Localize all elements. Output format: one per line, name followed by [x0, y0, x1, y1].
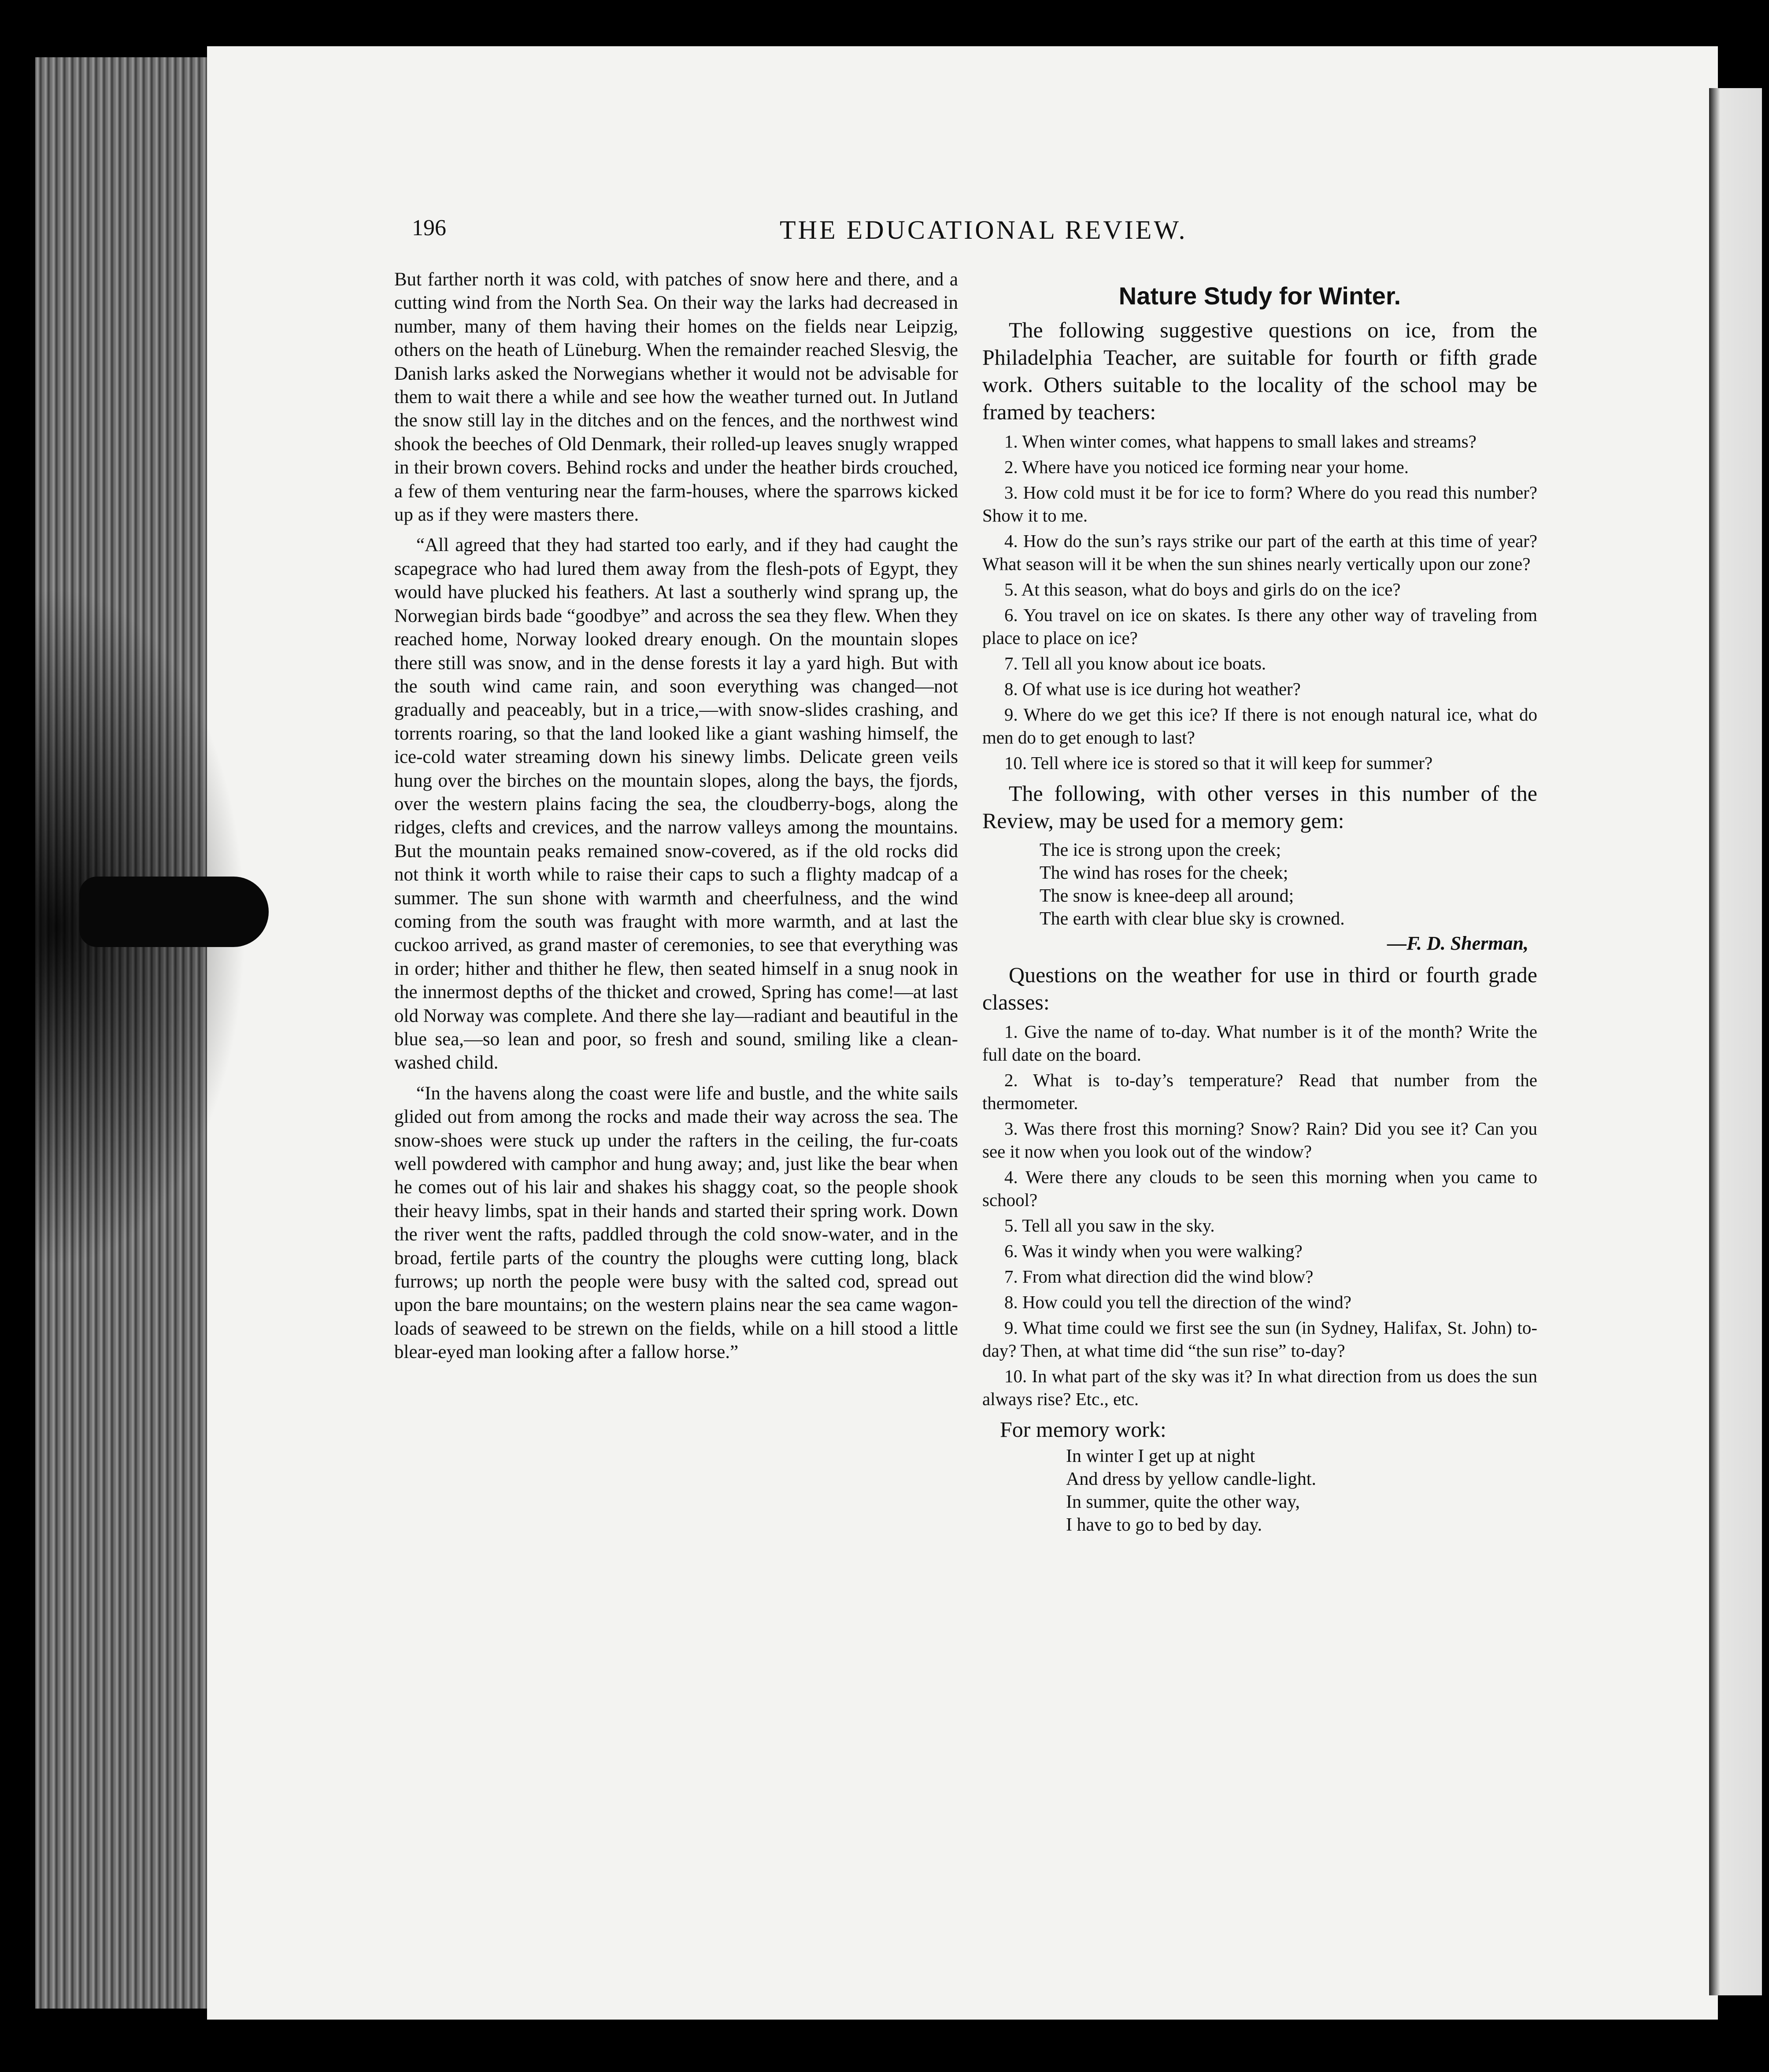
list-item: 3. Was there frost this morning? Snow? Rain? Did you see it? Can you see it now when you look out of the window? [982, 1118, 1537, 1162]
list-item: 10. In what part of the sky was it? In what direction from us does the sun always rise? Etc., etc. [982, 1366, 1537, 1409]
verse-attribution: —F. D. Sherman, [1387, 932, 1528, 954]
verse-line: I have to go to bed by day. [1066, 1515, 1262, 1535]
list-item: 2. Where have you noticed ice forming near your home. [1004, 457, 1409, 477]
list-item: 9. What time could we first see the sun (in Sydney, Halifax, St. John) to-day? Then, at what time did “the sun rise” to-day? [982, 1317, 1537, 1361]
running-head: THE EDUCATIONAL REVIEW. [780, 215, 1188, 244]
list-item: 1. When winter comes, what happens to small lakes and streams? [1004, 431, 1477, 451]
list-item: 10. Tell where ice is stored so that it will keep for summer? [1004, 753, 1433, 773]
verse-line: And dress by yellow candle-light. [1066, 1469, 1317, 1489]
verse-line: In summer, quite the other way, [1066, 1492, 1300, 1512]
facing-page-edge [1709, 88, 1762, 1995]
paragraph: But farther north it was cold, with patches of snow here and there, and a cutting wind from the North Sea. On their way the larks had decreased in number, many of them having their homes on the fields near Leipzig, others on the heath of Lüneburg. When the remainder reached Slesvig, the Danish larks asked the Norwegians whether it would not be advisable for them to wait there a while and see how the weather turned out. In Jutland the snow still lay in the ditches and on the fences, and the northwest wind shook the beeches of Old Denmark, their rolled-up leaves snugly wrapped in their brown covers. Behind rocks and under the heather birds crouched, a few of them venturing near the farm-houses, where the sparrows kicked up as if they were masters there. [394, 269, 958, 525]
list-item: 5. Tell all you saw in the sky. [1004, 1215, 1215, 1236]
list-item: 6. Was it windy when you were walking? [1004, 1241, 1303, 1261]
list-item: 5. At this season, what do boys and girls do on the ice? [1004, 579, 1401, 599]
memory-gem-verse [1040, 839, 1537, 930]
paragraph: “All agreed that they had started too early, and if they had caught the scapegrace who had lured them away from the flesh-pots of Egypt, they would have plucked his feathers. At last a southerly wind sprang up, the Norwegian birds bade “goodbye” and across the sea they flew. When they reached home, Norway looked dreary enough. On the mountain slopes there still was snow, and in the dense forests it lay a yard high. But with the south wind came rain, and soon everything was changed—not gradually and peaceably, but in a trice,—with snow-slides crashing, and torrents roaring, so that the land looked like a giant washing himself, the ice-cold water streaming down his sinewy limbs. Delicate green veils hung over the birches on the mountain slopes, along the bays, the fjords, over the western plains facing the sea, the cloudberry-bogs, along the ridges, clefts and crevices, and the narrow valleys among the mountains. But the mountain peaks remained snow-covered, as if the old rocks did not think it worth while to raise their caps to such a flighty madcap of a summer. The sun shone with warmth and cheerfulness, and the wind coming from the south was fraught with more warmth, and at last the cuckoo arrived, as grand master of ceremonies, to see that everything was in order; hither and thither he flew, then seated himself in a snug nook in the innermost depths of the thicket and crowed, Spring has come!—at last old Norway was complete. And there she lay—radiant and beautiful in the blue sea,—so lean and poor, so fresh and sound, smiling like a clean-washed child. [394, 535, 958, 1073]
memory-gem-intro: The following, with other verses in this number of the Review, may be used for a memory gem: [982, 781, 1537, 833]
page-number: 196 [412, 215, 446, 240]
list-item: 8. Of what use is ice during hot weather? [1004, 679, 1301, 699]
list-item: 6. You travel on ice on skates. Is there any other way of traveling from place to place on ice? [982, 605, 1537, 648]
verse-line: In winter I get up at night [1066, 1446, 1255, 1466]
left-column [394, 268, 958, 1371]
list-item: 4. How do the sun’s rays strike our part of the earth at this time of year? What season will it be when the sun shines nearly vertically upon our zone? [982, 531, 1537, 574]
ice-question-list [982, 430, 1537, 774]
list-item: 9. Where do we get this ice? If there is not enough natural ice, what do men do to get enough to last? [982, 704, 1537, 747]
verse-line: The ice is strong upon the creek; [1040, 840, 1281, 860]
ice-questions-intro: The following suggestive questions on ice, from the Philadelphia Teacher, are suitable for fourth or fifth grade work. Others suitable to the locality of the school may be framed by teachers: [982, 318, 1537, 424]
list-item: 4. Were there any clouds to be seen this morning when you came to school? [982, 1167, 1537, 1210]
list-item: 7. Tell all you know about ice boats. [1004, 653, 1266, 673]
list-item: 3. How cold must it be for ice to form? Where do you read this number? Show it to me. [982, 482, 1537, 525]
list-item: 7. From what direction did the wind blow? [1004, 1266, 1314, 1287]
verse-line: The snow is knee-deep all around; [1040, 886, 1294, 906]
memory-work-heading: For memory work: [1000, 1417, 1166, 1442]
weather-question-list [982, 1020, 1537, 1410]
weather-questions-intro: Questions on the weather for use in third or fourth grade classes: [982, 962, 1537, 1014]
verse-line: The wind has roses for the cheek; [1040, 863, 1288, 883]
thumb-holding-page [79, 877, 269, 947]
paragraph: “In the havens along the coast were life and bustle, and the white sails glided out from among the rocks and made their way across the sea. The snow-shoes were stuck up under the rafters in the ceiling, the fur-coats well powdered with camphor and hung away; and, just like the bear when he comes out of his lair and shakes his shaggy coat, so the people shook their heavy limbs, spat in their hands and started their spring work. Down the river went the rafts, paddled through the cold snow-water, and in the broad, fertile parts of the country the ploughs were cutting long, black furrows; up north the people were busy with the salted cod, spread out upon the bare mountains; on the western plains near the sea came wagon-loads of seaweed to be strewn on the fields, while on a hill stood a little blear-eyed man looking after a fallow horse.” [394, 1083, 958, 1363]
list-item: 2. What is to-day’s temperature? Read that number from the thermometer. [982, 1070, 1537, 1113]
list-item: 1. Give the name of to-day. What number is it of the month? Write the full date on the board. [982, 1021, 1537, 1065]
section-title: Nature Study for Winter. [1118, 282, 1401, 310]
memory-work-verse [1066, 1445, 1537, 1536]
right-column [982, 282, 1537, 1536]
verse-line: The earth with clear blue sky is crowned. [1040, 909, 1345, 929]
list-item: 8. How could you tell the direction of the wind? [1004, 1292, 1351, 1312]
